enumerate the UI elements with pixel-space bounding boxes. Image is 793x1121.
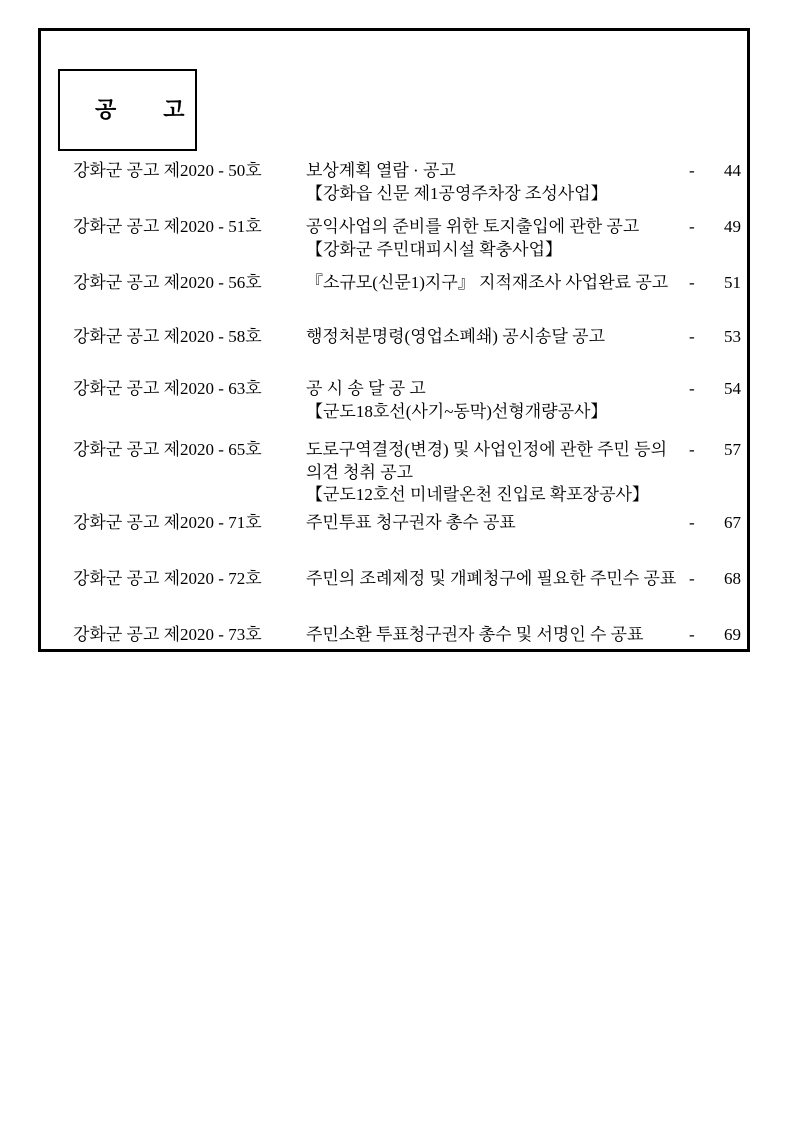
toc-entry (73, 272, 741, 295)
entry-subtitle: 【군도12호선 미네랄온천 진입로 확포장공사】 (306, 485, 649, 504)
entry-title: 공 시 송 달 공 고 (306, 379, 426, 398)
page-number: 57 (724, 440, 741, 459)
page-dash: - (689, 569, 695, 588)
page-dash: - (689, 217, 695, 236)
toc-entry (73, 439, 741, 507)
entry-body (306, 624, 689, 647)
entry-body (306, 439, 689, 507)
toc-entry (73, 326, 741, 349)
entry-number: 강화군 공고 제2020 - 63호 (73, 379, 262, 398)
entry-body (306, 568, 689, 591)
page-dash: - (689, 624, 695, 644)
section-title: 공 고 (95, 97, 186, 122)
entry-number: 강화군 공고 제2020 - 65호 (73, 440, 262, 459)
toc-entries (73, 160, 741, 646)
entry-body (306, 378, 689, 423)
page-dash: - (689, 326, 695, 346)
page-number: 54 (724, 379, 741, 398)
entry-subtitle: 【강화읍 신문 제1공영주차장 조성사업】 (306, 183, 608, 203)
entry-page (689, 512, 741, 535)
page-number: 53 (724, 326, 741, 346)
entry-title: 주민의 조례제정 및 개폐청구에 필요한 주민수 공표 (306, 569, 677, 588)
page-dash: - (689, 379, 695, 398)
entry-page (689, 439, 741, 462)
page-number: 69 (724, 624, 741, 644)
entry-number: 강화군 공고 제2020 - 51호 (73, 217, 262, 236)
entry-title: 행정처분명령(영업소폐쇄) 공시송달 공고 (306, 326, 605, 346)
entry-number: 강화군 공고 제2020 - 72호 (73, 569, 262, 588)
section-title-box (58, 69, 197, 151)
page-dash: - (689, 161, 695, 180)
entry-page (689, 216, 741, 239)
entry-subtitle: 【군도18호선(사기~동막)선형개량공사】 (306, 401, 608, 421)
toc-entry (73, 378, 741, 423)
entry-title: 주민투표 청구권자 총수 공표 (306, 512, 516, 532)
toc-entry (73, 568, 741, 591)
entry-subtitle: 【강화군 주민대피시설 확충사업】 (306, 239, 562, 259)
entry-title: 『소규모(신문1)지구』 지적재조사 사업완료 공고 (306, 273, 669, 292)
page-dash: - (689, 440, 695, 459)
toc-entry (73, 624, 741, 647)
entry-title: 공익사업의 준비를 위한 토지출입에 관한 공고 (306, 217, 640, 236)
entry-page (689, 378, 741, 401)
page-number: 67 (724, 512, 741, 532)
entry-number: 강화군 공고 제2020 - 50호 (73, 161, 262, 180)
entry-body (306, 160, 689, 205)
page-number: 44 (724, 161, 741, 180)
document-frame (38, 28, 750, 652)
page-dash: - (689, 273, 695, 292)
page-number: 49 (724, 217, 741, 236)
entry-title: 도로구역결정(변경) 및 사업인정에 관한 주민 등의 (306, 440, 668, 459)
page-number: 51 (724, 273, 741, 292)
page-number: 68 (724, 569, 741, 588)
toc-entry (73, 512, 741, 535)
entry-page (689, 326, 741, 349)
entry-body (306, 272, 689, 295)
entry-page (689, 624, 741, 647)
toc-entry (73, 216, 741, 261)
page-dash: - (689, 512, 695, 532)
entry-number: 강화군 공고 제2020 - 56호 (73, 273, 262, 292)
entry-title: 주민소환 투표청구권자 총수 및 서명인 수 공표 (306, 624, 644, 644)
toc-entry (73, 160, 741, 205)
entry-body (306, 326, 689, 349)
entry-number: 강화군 공고 제2020 - 71호 (73, 512, 262, 532)
entry-body (306, 512, 689, 535)
entry-page (689, 568, 741, 591)
entry-title: 보상계획 열람 · 공고 (306, 161, 456, 180)
entry-number: 강화군 공고 제2020 - 58호 (73, 326, 262, 346)
entry-page (689, 272, 741, 295)
entry-page (689, 160, 741, 183)
entry-body (306, 216, 689, 261)
entry-number: 강화군 공고 제2020 - 73호 (73, 624, 262, 644)
entry-title-continued: 의견 청취 공고 (306, 462, 414, 482)
